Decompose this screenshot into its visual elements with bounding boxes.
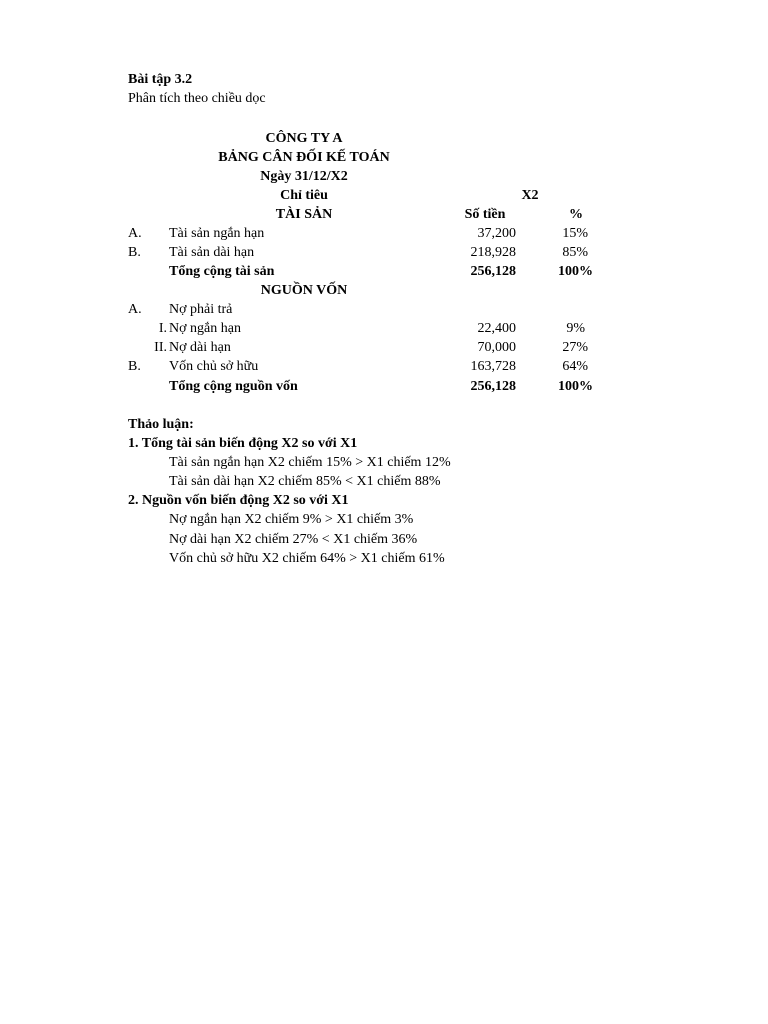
row-marker: A. [128, 226, 142, 241]
discussion-line: Tài sản dài hạn X2 chiếm 85% < X1 chiếm 88% [169, 474, 441, 489]
discussion-point-1: 1. Tổng tài sản biến động X2 so với X1 [128, 436, 358, 451]
column-header-percent: % [569, 207, 583, 222]
discussion-point-2: 2. Nguồn vốn biến động X2 so với X1 [128, 493, 349, 508]
row-label: Vốn chủ sở hữu [169, 359, 259, 374]
report-title: BẢNG CÂN ĐỐI KẾ TOÁN [218, 150, 390, 165]
row-percent: 85% [562, 245, 588, 260]
row-label: Nợ dài hạn [169, 340, 231, 355]
row-amount: 256,128 [470, 264, 516, 279]
row-marker: A. [128, 302, 142, 317]
row-percent: 27% [562, 340, 588, 355]
row-marker: B. [128, 359, 141, 374]
section-sources-heading: NGUỒN VỐN [260, 283, 348, 298]
discussion-line: Nợ ngắn hạn X2 chiếm 9% > X1 chiếm 3% [169, 512, 414, 527]
row-label: Nợ ngắn hạn [169, 321, 241, 336]
exercise-title: Bài tập 3.2 [128, 72, 193, 87]
row-percent: 9% [566, 321, 585, 336]
company-name: CÔNG TY A [265, 131, 343, 146]
report-date: Ngày 31/12/X2 [260, 169, 348, 184]
discussion-heading: Thảo luận: [128, 417, 194, 432]
row-amount: 256,128 [470, 379, 516, 394]
row-amount: 163,728 [470, 359, 516, 374]
column-header-period: X2 [521, 188, 539, 203]
row-label: Tổng cộng tài sản [169, 264, 275, 279]
column-header-amount: Số tiền [464, 207, 506, 222]
row-marker: II. [154, 340, 167, 355]
row-label: Tài sản dài hạn [169, 245, 255, 260]
row-percent: 100% [558, 264, 593, 279]
column-header-indicator: Chỉ tiêu [280, 188, 328, 203]
row-label: Nợ phải trả [169, 302, 233, 317]
discussion-line: Nợ dài hạn X2 chiếm 27% < X1 chiếm 36% [169, 532, 418, 547]
exercise-subtitle: Phân tích theo chiều dọc [128, 91, 266, 106]
discussion-line: Vốn chủ sở hữu X2 chiếm 64% > X1 chiếm 61% [169, 551, 445, 566]
row-amount: 37,200 [477, 226, 516, 241]
row-amount: 218,928 [470, 245, 516, 260]
row-label: Tài sản ngắn hạn [169, 226, 265, 241]
row-amount: 70,000 [477, 340, 516, 355]
discussion-line: Tài sản ngắn hạn X2 chiếm 15% > X1 chiếm 12% [169, 455, 451, 470]
row-percent: 64% [562, 359, 588, 374]
row-amount: 22,400 [477, 321, 516, 336]
section-assets-heading: TÀI SẢN [275, 207, 333, 222]
row-label: Tổng cộng nguồn vốn [169, 379, 298, 394]
row-marker: I. [158, 321, 167, 336]
row-percent: 100% [558, 379, 593, 394]
row-marker: B. [128, 245, 141, 260]
row-percent: 15% [562, 226, 588, 241]
